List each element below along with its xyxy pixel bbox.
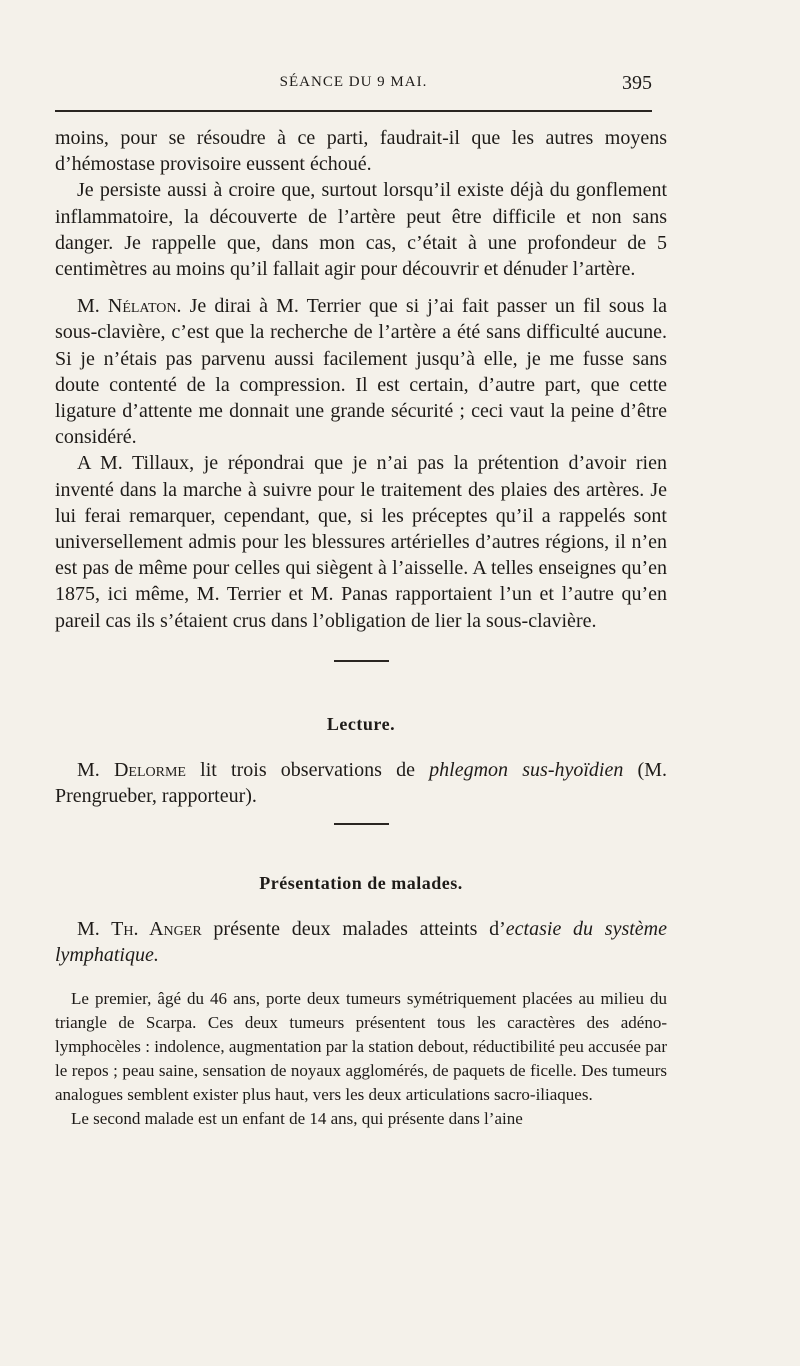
page-header (55, 74, 652, 104)
section-title-lecture: Lecture. (326, 713, 396, 734)
paragraph-tillaux: A M. Tillaux, je répondrai que je n’ai pas la prétention d’avoir rien inventé dans la marche à suivre pour le traitement des plaies des artères. Je lui ferai remarquer, cependant, que, si les préceptes qu’il a rappelés sont universellement admis pour les blessures artérielles d’autres régions, il n’en est pas de même pour celles qui siègent à l’aisselle. A telles enseignes qu’en 1875, ici même, M. Terrier et M. Panas rapportaient l’un et l’autre qu’en pareil cas ils s’étaient crus dans l’obligation de lier la sous-clavière. (55, 452, 667, 632)
paragraph-case-two: Le second malade est un enfant de 14 ans, qui présente dans l’aine (71, 1108, 523, 1128)
presentation-text-before: présente deux malades atteints d’ (201, 918, 506, 941)
lecture-text-before: lit trois observations de (185, 758, 430, 781)
paragraph-lecture (55, 757, 667, 809)
paragraph-case-one: Le premier, âgé du 46 ans, porte deux tumeurs symétriquement placées au milieu du triangle de Scarpa. Ces deux tumeurs présentent tous les caractères des adéno-lymphocèles : indolence, augmentation par la station debout, réductibilité peu accusée par le repos ; peau saine, sensation de noyaux agglomérés, de paquets de ficelle. Des tumeurs analogues semblent exister plus haut, vers les deux articulations sacro-iliaques. (55, 988, 667, 1104)
paragraph-nelaton-text: Je dirai à M. Terrier que si j’ai fait passer un fil sous la sous-clavière, c’est que la recherche de l’artère a été sans difficulté aucune. Si je n’étais pas parvenu aussi facilement jusqu’à elle, je me fusse sans doute contenté de la compression. Il est certain, d’autre part, que cette ligature d’attente me donnait une grande sécurité ; ceci vaut la peine d’être considéré. (55, 295, 667, 449)
lecture-text-after: (M. Prengrueber, rapporteur). (55, 758, 667, 808)
page-number: 395 (622, 72, 652, 94)
paragraph-persiste: Je persiste aussi à croire que, surtout lorsqu’il existe déjà du gonflement inflammatoire, la découverte de l’artère peut être difficile et non sans danger. Je rappelle que, dans mon cas, c’était à une profondeur de 5 centimètres au moins qu’il fallait agir pour découvrir et dénuder l’artère. (55, 179, 667, 281)
speaker-name: M. Delorme (77, 758, 186, 781)
paragraph-presentation (55, 916, 667, 968)
speaker-name: M. Th. Anger (77, 918, 202, 941)
page-body (55, 125, 667, 1131)
section-separator (334, 823, 389, 825)
speaker-name: M. Nélaton. (77, 295, 182, 318)
paragraph-continuation: moins, pour se résoudre à ce parti, faudrait-il que les autres moyens d’hémostase provisoire eussent échoué. (55, 127, 667, 176)
lecture-subject: phlegmon sus-hyoïdien (429, 758, 624, 781)
presentation-subject: ectasie du système lymphatique. (55, 918, 667, 967)
paragraph-nelaton (55, 293, 667, 450)
header-rule (55, 110, 652, 112)
section-separator (334, 660, 389, 662)
running-head: SÉANCE DU 9 MAI. (279, 74, 428, 90)
section-title-presentation: Présentation de malades. (259, 873, 463, 894)
